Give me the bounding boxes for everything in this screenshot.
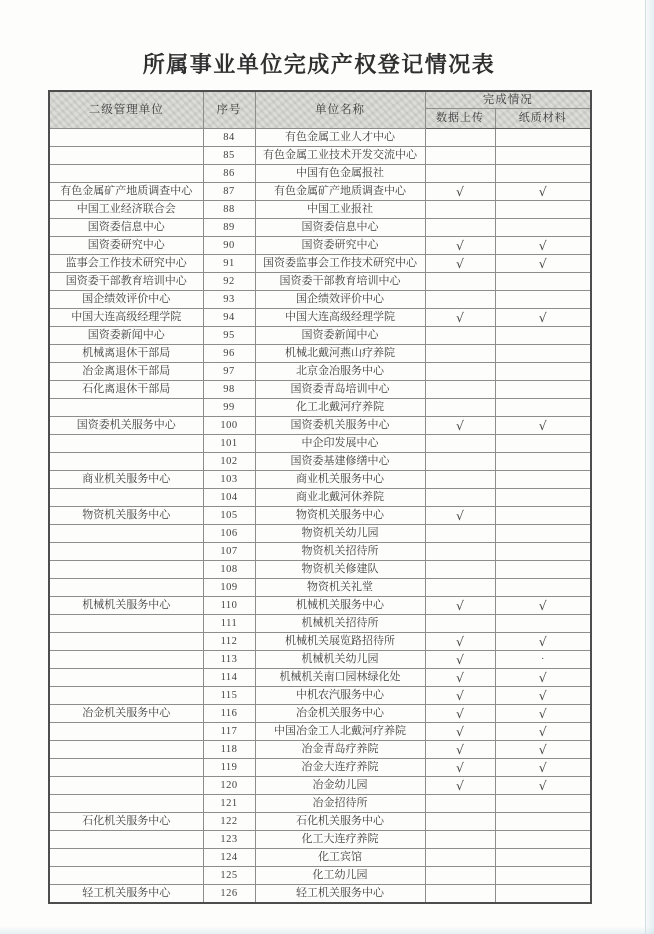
cell-data-upload: √ (425, 723, 495, 741)
table-row (49, 435, 591, 453)
header-data-upload: 数据上传 (425, 109, 495, 129)
cell-unit-name: 国资委研究中心 (255, 237, 425, 255)
cell-paper-material (495, 795, 591, 813)
cell-data-upload (425, 795, 495, 813)
cell-paper-material (495, 579, 591, 597)
table-row (49, 219, 591, 237)
cell-data-upload (425, 561, 495, 579)
cell-data-upload (425, 813, 495, 831)
table-row (49, 651, 591, 669)
page-title: 所属事业单位完成产权登记情况表 (142, 52, 496, 77)
cell-paper-material (495, 129, 591, 147)
table-row (49, 147, 591, 165)
cell-data-upload (425, 471, 495, 489)
cell-unit-name: 国资委青岛培训中心 (255, 381, 425, 399)
cell-paper-material (495, 471, 591, 489)
cell-unit-name: 有色金属矿产地质调查中心 (255, 183, 425, 201)
cell-index: 88 (203, 201, 255, 219)
scan-bottom-tint (0, 927, 654, 934)
table-row (49, 741, 591, 759)
cell-index: 118 (203, 741, 255, 759)
cell-unit-name: 物资机关修建队 (255, 561, 425, 579)
cell-management-unit: 物资机关服务中心 (49, 507, 203, 525)
table-row (49, 417, 591, 435)
cell-management-unit (49, 453, 203, 471)
cell-unit-name: 中企印发展中心 (255, 435, 425, 453)
cell-paper-material: √ (495, 183, 591, 201)
cell-management-unit (49, 795, 203, 813)
cell-unit-name: 商业北戴河休养院 (255, 489, 425, 507)
cell-unit-name: 化工大连疗养院 (255, 831, 425, 849)
cell-paper-material (495, 525, 591, 543)
scan-edge-tint (646, 0, 654, 934)
cell-index: 126 (203, 885, 255, 904)
cell-data-upload (425, 165, 495, 183)
cell-unit-name: 物资机关服务中心 (255, 507, 425, 525)
cell-index: 90 (203, 237, 255, 255)
cell-data-upload (425, 201, 495, 219)
cell-paper-material: · (495, 651, 591, 669)
cell-paper-material: √ (495, 777, 591, 795)
cell-unit-name: 化工宾馆 (255, 849, 425, 867)
cell-unit-name: 中国大连高级经理学院 (255, 309, 425, 327)
cell-management-unit: 石化机关服务中心 (49, 813, 203, 831)
cell-index: 124 (203, 849, 255, 867)
table-row (49, 471, 591, 489)
cell-index: 105 (203, 507, 255, 525)
cell-data-upload: √ (425, 651, 495, 669)
cell-unit-name: 国资委基建修缮中心 (255, 453, 425, 471)
cell-management-unit: 国资委研究中心 (49, 237, 203, 255)
cell-index: 104 (203, 489, 255, 507)
cell-paper-material (495, 831, 591, 849)
cell-data-upload (425, 273, 495, 291)
cell-unit-name: 轻工机关服务中心 (255, 885, 425, 904)
cell-paper-material (495, 273, 591, 291)
cell-index: 117 (203, 723, 255, 741)
cell-paper-material (495, 453, 591, 471)
cell-data-upload (425, 867, 495, 885)
cell-unit-name: 国资委信息中心 (255, 219, 425, 237)
cell-paper-material (495, 489, 591, 507)
cell-data-upload: √ (425, 507, 495, 525)
header-unit-name: 单位名称 (255, 91, 425, 129)
cell-management-unit: 机械离退休干部局 (49, 345, 203, 363)
cell-management-unit (49, 849, 203, 867)
cell-unit-name: 机械北戴河燕山疗养院 (255, 345, 425, 363)
cell-data-upload (425, 435, 495, 453)
cell-data-upload: √ (425, 183, 495, 201)
table-row (49, 183, 591, 201)
cell-paper-material (495, 615, 591, 633)
cell-data-upload (425, 147, 495, 165)
table-row (49, 849, 591, 867)
table-row (49, 705, 591, 723)
cell-paper-material (495, 381, 591, 399)
cell-index: 115 (203, 687, 255, 705)
cell-paper-material (495, 849, 591, 867)
cell-management-unit (49, 831, 203, 849)
cell-data-upload (425, 615, 495, 633)
cell-data-upload: √ (425, 309, 495, 327)
cell-paper-material (495, 201, 591, 219)
cell-paper-material: √ (495, 309, 591, 327)
cell-data-upload (425, 399, 495, 417)
cell-management-unit: 国资委信息中心 (49, 219, 203, 237)
cell-data-upload: √ (425, 705, 495, 723)
property-registration-table (48, 90, 592, 904)
header-management-unit: 二级管理单位 (49, 91, 203, 129)
cell-paper-material: √ (495, 669, 591, 687)
cell-data-upload: √ (425, 687, 495, 705)
cell-data-upload: √ (425, 741, 495, 759)
cell-data-upload (425, 291, 495, 309)
cell-paper-material (495, 867, 591, 885)
cell-management-unit (49, 867, 203, 885)
table-row (49, 129, 591, 147)
cell-paper-material (495, 543, 591, 561)
cell-management-unit (49, 489, 203, 507)
table-row (49, 543, 591, 561)
table-row (49, 453, 591, 471)
table-row (49, 687, 591, 705)
cell-data-upload (425, 579, 495, 597)
cell-paper-material (495, 345, 591, 363)
cell-unit-name: 中国工业报社 (255, 201, 425, 219)
cell-index: 125 (203, 867, 255, 885)
table-row (49, 399, 591, 417)
cell-paper-material: √ (495, 597, 591, 615)
cell-data-upload: √ (425, 777, 495, 795)
cell-data-upload (425, 849, 495, 867)
cell-unit-name: 国企绩效评价中心 (255, 291, 425, 309)
cell-management-unit (49, 399, 203, 417)
cell-index: 112 (203, 633, 255, 651)
cell-paper-material (495, 399, 591, 417)
table-row (49, 795, 591, 813)
header-paper-material: 纸质材料 (495, 109, 591, 129)
cell-paper-material (495, 363, 591, 381)
cell-unit-name: 中机农汽服务中心 (255, 687, 425, 705)
cell-index: 92 (203, 273, 255, 291)
table-header (49, 91, 591, 129)
cell-index: 123 (203, 831, 255, 849)
cell-data-upload (425, 345, 495, 363)
table-row (49, 507, 591, 525)
cell-data-upload (425, 831, 495, 849)
cell-management-unit (49, 669, 203, 687)
cell-management-unit: 冶金离退休干部局 (49, 363, 203, 381)
table-row (49, 867, 591, 885)
cell-unit-name: 冶金大连疗养院 (255, 759, 425, 777)
cell-management-unit: 国资委干部教育培训中心 (49, 273, 203, 291)
cell-index: 87 (203, 183, 255, 201)
header-index: 序号 (203, 91, 255, 129)
cell-management-unit: 轻工机关服务中心 (49, 885, 203, 904)
cell-paper-material: √ (495, 237, 591, 255)
cell-management-unit: 商业机关服务中心 (49, 471, 203, 489)
table-row (49, 669, 591, 687)
cell-unit-name: 中国有色金属报社 (255, 165, 425, 183)
cell-management-unit (49, 435, 203, 453)
cell-index: 121 (203, 795, 255, 813)
cell-management-unit (49, 129, 203, 147)
cell-data-upload (425, 363, 495, 381)
cell-unit-name: 机械机关招待所 (255, 615, 425, 633)
cell-unit-name: 物资机关招待所 (255, 543, 425, 561)
table-row (49, 561, 591, 579)
cell-unit-name: 物资机关幼儿园 (255, 525, 425, 543)
cell-index: 98 (203, 381, 255, 399)
table-row (49, 201, 591, 219)
cell-management-unit: 冶金机关服务中心 (49, 705, 203, 723)
cell-data-upload: √ (425, 255, 495, 273)
cell-paper-material: √ (495, 687, 591, 705)
cell-management-unit: 国资委机关服务中心 (49, 417, 203, 435)
cell-management-unit (49, 561, 203, 579)
cell-unit-name: 冶金青岛疗养院 (255, 741, 425, 759)
cell-unit-name: 石化机关服务中心 (255, 813, 425, 831)
table-row (49, 813, 591, 831)
cell-index: 99 (203, 399, 255, 417)
cell-index: 120 (203, 777, 255, 795)
table-row (49, 273, 591, 291)
cell-index: 102 (203, 453, 255, 471)
cell-management-unit (49, 615, 203, 633)
cell-management-unit (49, 723, 203, 741)
cell-data-upload (425, 489, 495, 507)
cell-management-unit: 中国大连高级经理学院 (49, 309, 203, 327)
cell-paper-material: √ (495, 741, 591, 759)
cell-unit-name: 机械机关展览路招待所 (255, 633, 425, 651)
cell-data-upload: √ (425, 669, 495, 687)
table-row (49, 885, 591, 904)
table-row (49, 255, 591, 273)
table-body (49, 129, 591, 904)
cell-management-unit (49, 525, 203, 543)
table-row (49, 237, 591, 255)
cell-index: 103 (203, 471, 255, 489)
table-row (49, 489, 591, 507)
cell-data-upload (425, 219, 495, 237)
cell-data-upload: √ (425, 597, 495, 615)
cell-management-unit: 国企绩效评价中心 (49, 291, 203, 309)
cell-index: 91 (203, 255, 255, 273)
table-row (49, 327, 591, 345)
table-row (49, 525, 591, 543)
cell-unit-name: 商业机关服务中心 (255, 471, 425, 489)
cell-management-unit (49, 579, 203, 597)
cell-data-upload: √ (425, 633, 495, 651)
cell-index: 111 (203, 615, 255, 633)
table-row (49, 633, 591, 651)
cell-management-unit: 监事会工作技术研究中心 (49, 255, 203, 273)
cell-unit-name: 冶金机关服务中心 (255, 705, 425, 723)
cell-management-unit (49, 741, 203, 759)
cell-index: 89 (203, 219, 255, 237)
cell-data-upload (425, 543, 495, 561)
cell-paper-material (495, 435, 591, 453)
cell-paper-material: √ (495, 255, 591, 273)
cell-index: 106 (203, 525, 255, 543)
cell-paper-material: √ (495, 723, 591, 741)
cell-unit-name: 国资委机关服务中心 (255, 417, 425, 435)
cell-paper-material (495, 327, 591, 345)
cell-management-unit (49, 687, 203, 705)
cell-unit-name: 中国冶金工人北戴河疗养院 (255, 723, 425, 741)
cell-management-unit (49, 759, 203, 777)
table-row (49, 777, 591, 795)
cell-index: 110 (203, 597, 255, 615)
cell-management-unit (49, 777, 203, 795)
table-row (49, 291, 591, 309)
cell-unit-name: 北京金冶服务中心 (255, 363, 425, 381)
cell-paper-material (495, 165, 591, 183)
cell-index: 86 (203, 165, 255, 183)
cell-index: 108 (203, 561, 255, 579)
cell-index: 109 (203, 579, 255, 597)
cell-index: 96 (203, 345, 255, 363)
cell-management-unit (49, 543, 203, 561)
table-row (49, 831, 591, 849)
cell-index: 122 (203, 813, 255, 831)
cell-management-unit: 中国工业经济联合会 (49, 201, 203, 219)
cell-data-upload (425, 885, 495, 904)
table-row (49, 381, 591, 399)
cell-index: 114 (203, 669, 255, 687)
cell-management-unit: 机械机关服务中心 (49, 597, 203, 615)
cell-index: 95 (203, 327, 255, 345)
cell-management-unit (49, 651, 203, 669)
cell-unit-name: 机械机关服务中心 (255, 597, 425, 615)
table-row (49, 363, 591, 381)
cell-index: 116 (203, 705, 255, 723)
scan-edge-line (645, 0, 646, 934)
cell-index: 100 (203, 417, 255, 435)
cell-paper-material: √ (495, 705, 591, 723)
cell-paper-material: √ (495, 633, 591, 651)
cell-index: 94 (203, 309, 255, 327)
cell-paper-material: √ (495, 417, 591, 435)
cell-index: 93 (203, 291, 255, 309)
table-row (49, 345, 591, 363)
cell-unit-name: 国资委干部教育培训中心 (255, 273, 425, 291)
cell-unit-name: 机械机关幼儿园 (255, 651, 425, 669)
cell-management-unit: 国资委新闻中心 (49, 327, 203, 345)
cell-unit-name: 国资委监事会工作技术研究中心 (255, 255, 425, 273)
cell-paper-material (495, 291, 591, 309)
cell-management-unit: 石化离退休干部局 (49, 381, 203, 399)
table-row (49, 579, 591, 597)
cell-data-upload: √ (425, 417, 495, 435)
table-row (49, 723, 591, 741)
cell-data-upload: √ (425, 237, 495, 255)
cell-unit-name: 机械机关南口园林绿化处 (255, 669, 425, 687)
cell-index: 85 (203, 147, 255, 165)
cell-index: 97 (203, 363, 255, 381)
cell-data-upload (425, 129, 495, 147)
table-row (49, 165, 591, 183)
cell-unit-name: 化工幼儿园 (255, 867, 425, 885)
cell-management-unit: 有色金属矿产地质调查中心 (49, 183, 203, 201)
cell-unit-name: 国资委新闻中心 (255, 327, 425, 345)
cell-index: 84 (203, 129, 255, 147)
cell-unit-name: 有色金属工业人才中心 (255, 129, 425, 147)
cell-management-unit (49, 147, 203, 165)
cell-index: 113 (203, 651, 255, 669)
cell-data-upload (425, 525, 495, 543)
cell-data-upload (425, 453, 495, 471)
cell-unit-name: 物资机关礼堂 (255, 579, 425, 597)
cell-index: 107 (203, 543, 255, 561)
cell-paper-material (495, 507, 591, 525)
cell-paper-material (495, 147, 591, 165)
cell-paper-material (495, 219, 591, 237)
header-completion-status: 完成情况 (425, 91, 591, 109)
cell-data-upload (425, 327, 495, 345)
cell-management-unit (49, 165, 203, 183)
cell-unit-name: 化工北戴河疗养院 (255, 399, 425, 417)
cell-index: 101 (203, 435, 255, 453)
cell-unit-name: 冶金幼儿园 (255, 777, 425, 795)
cell-unit-name: 有色金属工业技术开发交流中心 (255, 147, 425, 165)
header-row-top (49, 91, 591, 109)
cell-paper-material (495, 813, 591, 831)
table-row (49, 597, 591, 615)
cell-data-upload: √ (425, 759, 495, 777)
table-row (49, 309, 591, 327)
cell-paper-material: √ (495, 759, 591, 777)
cell-paper-material (495, 561, 591, 579)
cell-index: 119 (203, 759, 255, 777)
cell-paper-material (495, 885, 591, 904)
table-row (49, 759, 591, 777)
cell-data-upload (425, 381, 495, 399)
table-row (49, 615, 591, 633)
cell-unit-name: 冶金招待所 (255, 795, 425, 813)
cell-management-unit (49, 633, 203, 651)
